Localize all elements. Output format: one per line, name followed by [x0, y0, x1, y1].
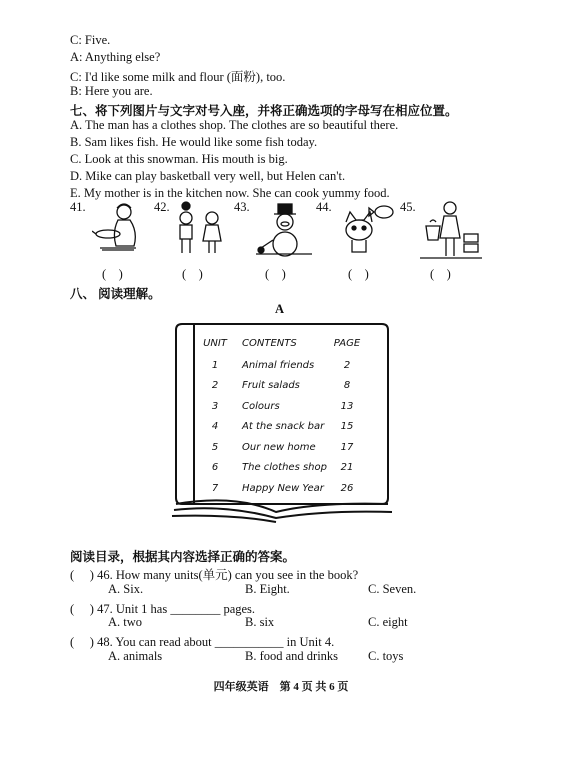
choice-c[interactable]: C. toys	[368, 649, 404, 663]
choice-b[interactable]: B. Eight.	[245, 582, 290, 596]
question-prompt: ( ) 48. You can read about ___________ in Unit 4.	[70, 635, 335, 649]
toc-unit: 3	[211, 401, 219, 412]
choice-a[interactable]: A. Six.	[108, 582, 144, 596]
toc-page: 21	[340, 462, 354, 473]
toc-title: Happy New Year	[242, 483, 324, 494]
question-prompt: ( ) 47. Unit 1 has ________ pages.	[70, 602, 256, 616]
toc-title: At the snack bar	[242, 421, 325, 432]
section-heading: 八、 阅读理解。	[70, 287, 161, 301]
toc-page: 8	[343, 380, 351, 391]
toc-page: 17	[340, 442, 354, 453]
toc-unit: 5	[211, 442, 219, 453]
passage-label: A	[275, 302, 285, 316]
toc-title: Colours	[242, 401, 280, 412]
answer-blank[interactable]: ( )	[182, 267, 203, 281]
choice-a[interactable]: A. two	[108, 615, 143, 629]
dialogue-line: B: Here you are.	[70, 84, 153, 98]
picture-number: 41.	[70, 200, 86, 214]
toc-header-unit: UNIT	[203, 338, 227, 349]
toc-unit: 4	[211, 421, 219, 432]
answer-blank[interactable]: ( )	[348, 267, 369, 281]
question-prompt: ( ) 46. How many units(单元) can you see in the book?	[70, 568, 359, 582]
snowman-icon	[254, 200, 314, 258]
clothes-shop-man-icon	[420, 200, 482, 262]
toc-title: Our new home	[242, 442, 316, 453]
cooking-woman-icon	[92, 200, 150, 258]
cat-fish-icon	[338, 200, 396, 258]
toc-title: The clothes shop	[242, 462, 327, 473]
toc-title: Fruit salads	[242, 380, 300, 391]
toc-page: 2	[343, 360, 351, 371]
toc-unit: 1	[211, 360, 219, 371]
picture-number: 45.	[400, 200, 416, 214]
option-text: C. Look at this snowman. His mouth is big.	[70, 152, 288, 166]
toc-title: Animal friends	[242, 360, 315, 371]
answer-blank[interactable]: ( )	[265, 267, 286, 281]
dialogue-line: C: Five.	[70, 33, 111, 47]
option-text: E. My mother is in the kitchen now. She can cook yummy food.	[70, 186, 390, 200]
toc-page: 15	[340, 421, 354, 432]
dialogue-line: A: Anything else?	[70, 50, 161, 64]
option-text: A. The man has a clothes shop. The clothes are so beautiful there.	[70, 118, 399, 132]
toc-unit: 6	[211, 462, 219, 473]
toc-header-contents: CONTENTS	[242, 338, 297, 349]
choice-b[interactable]: B. six	[245, 615, 275, 629]
toc-header-page: PAGE	[333, 338, 361, 349]
section-heading: 七、将下列图片与文字对号入座，并将正确选项的字母写在相应位置。	[70, 104, 458, 118]
toc-page: 26	[340, 483, 354, 494]
choice-b[interactable]: B. food and drinks	[245, 649, 339, 663]
answer-blank[interactable]: ( )	[430, 267, 451, 281]
choice-c[interactable]: C. eight	[368, 615, 408, 629]
toc-unit: 2	[211, 380, 219, 391]
picture-row	[70, 200, 490, 290]
two-children-icon	[174, 200, 226, 258]
picture-number: 42.	[154, 200, 170, 214]
dialogue-line: C: I'd like some milk and flour (面粉), too.	[70, 70, 286, 84]
toc-unit: 7	[211, 483, 219, 494]
option-text: D. Mike can play basketball very well, but Helen can't.	[70, 169, 346, 183]
toc-page: 13	[340, 401, 354, 412]
picture-number: 44.	[316, 200, 332, 214]
option-text: B. Sam likes fish. He would like some fish today.	[70, 135, 318, 149]
choice-c[interactable]: C. Seven.	[368, 582, 417, 596]
reading-instruction: 阅读目录，根据其内容选择正确的答案。	[70, 550, 296, 564]
answer-blank[interactable]: ( )	[102, 267, 123, 281]
choice-a[interactable]: A. animals	[108, 649, 163, 663]
page-footer: 四年级英语 第 4 页 共 6 页	[213, 681, 349, 693]
picture-number: 43.	[234, 200, 250, 214]
